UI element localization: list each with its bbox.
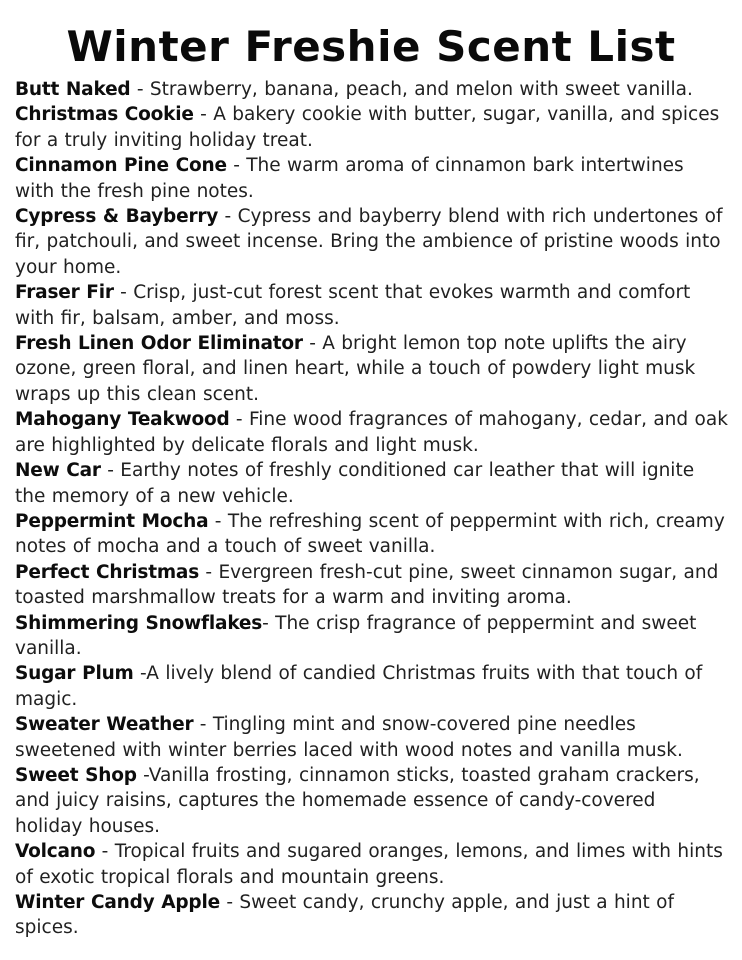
scent-description: The refreshing scent of peppermint with rich, creamy notes of mocha and a touch of sweet vanilla. <box>15 510 725 558</box>
scent-entry <box>15 839 728 890</box>
scent-entry <box>15 407 728 458</box>
scent-name: New Car <box>15 460 101 482</box>
scent-name: Sugar Plum <box>15 663 134 685</box>
scent-name: Sweater Weather <box>15 714 194 736</box>
scent-description: Cypress and bayberry blend with rich undertones of fir, patchouli, and sweet incense. Bring the ambience of pristine woods into your home. <box>15 206 723 278</box>
scent-description: Evergreen fresh-cut pine, sweet cinnamon sugar, and toasted marshmallow treats for a warm and inviting aroma. <box>15 561 719 609</box>
scent-name: Perfect Christmas <box>15 561 200 583</box>
scent-separator: - <box>133 663 147 685</box>
scent-name: Mahogany Teakwood <box>15 409 230 431</box>
scent-entry <box>15 77 728 102</box>
scent-name: Peppermint Mocha <box>15 510 209 532</box>
scent-name: Butt Naked <box>15 79 131 100</box>
scent-entry <box>15 661 728 712</box>
scent-description: A lively blend of candied Christmas fruits with that touch of magic. <box>15 663 703 710</box>
scent-description: Sweet candy, crunchy apple, and just a hint of spices. <box>15 892 675 939</box>
scent-entry <box>15 763 728 839</box>
scent-description: The warm aroma of cinnamon bark intertwines with the fresh pine notes. <box>15 155 684 202</box>
scent-entry <box>15 611 728 662</box>
scent-separator: - <box>218 206 238 228</box>
scent-separator: - <box>219 892 240 913</box>
scent-separator: - <box>136 764 149 786</box>
scent-entry <box>15 509 728 560</box>
scent-separator: - <box>208 510 228 532</box>
scent-description: Strawberry, banana, peach, and melon with sweet vanilla. <box>149 79 693 100</box>
scent-list <box>0 75 742 941</box>
scent-description: Crisp, just-cut forest scent that evokes warmth and comfort with fir, balsam, amber, and moss. <box>15 282 691 329</box>
scent-separator: - <box>193 714 213 736</box>
scent-separator: - <box>262 612 276 634</box>
scent-separator: - <box>100 460 121 482</box>
scent-entry <box>15 204 728 280</box>
scent-name: Fraser Fir <box>15 282 114 304</box>
scent-name: Sweet Shop <box>15 764 137 786</box>
scent-entry <box>15 712 728 763</box>
scent-entry <box>15 458 728 509</box>
scent-description: A bright lemon top note uplifts the airy ozone, green floral, and linen heart, while a touch of powdery light musk wraps up this clean scent. <box>15 333 696 405</box>
scent-entry <box>15 331 728 407</box>
scent-separator: - <box>130 79 150 100</box>
scent-entry <box>15 890 728 941</box>
scent-entry <box>15 102 728 153</box>
scent-separator: - <box>113 282 134 304</box>
scent-description: Earthy notes of freshly conditioned car leather that will ignite the memory of a new vehicle. <box>15 460 695 507</box>
scent-separator: - <box>199 561 219 583</box>
scent-description: Fine wood fragrances of mahogany, cedar, and oak are highlighted by delicate florals and light musk. <box>15 409 728 456</box>
scent-name: Fresh Linen Odor Eliminator <box>15 333 303 355</box>
scent-entry <box>15 280 728 331</box>
scent-separator: - <box>226 155 247 177</box>
scent-description: Vanilla frosting, cinnamon sticks, toasted graham crackers, and juicy raisins, captures the homemade essence of candy-covered holiday houses. <box>15 764 700 837</box>
scent-entry <box>15 153 728 204</box>
scent-name: Winter Candy Apple <box>15 892 220 913</box>
scent-description: Tropical fruits and sugared oranges, lemons, and limes with hints of exotic tropical florals and mountain greens. <box>15 841 723 888</box>
scent-description: A bakery cookie with butter, sugar, vanilla, and spices for a truly inviting holiday treat. <box>15 104 720 151</box>
scent-separator: - <box>95 841 115 863</box>
scent-entry <box>15 560 728 611</box>
scent-name: Volcano <box>15 841 96 863</box>
scent-name: Cinnamon Pine Cone <box>15 155 227 177</box>
scent-separator: - <box>229 409 249 431</box>
scent-name: Christmas Cookie <box>15 104 194 126</box>
scent-separator: - <box>193 104 214 126</box>
page-title: Winter Freshie Scent List <box>66 22 676 71</box>
scent-name: Cypress & Bayberry <box>15 206 219 228</box>
scent-separator: - <box>302 333 323 355</box>
scent-description: Tingling mint and snow-covered pine needles sweetened with winter berries laced with wood notes and vanilla musk. <box>15 714 683 761</box>
scent-name: Shimmering Snowflakes <box>15 612 263 634</box>
scent-description: The crisp fragrance of peppermint and sweet vanilla. <box>15 612 697 659</box>
